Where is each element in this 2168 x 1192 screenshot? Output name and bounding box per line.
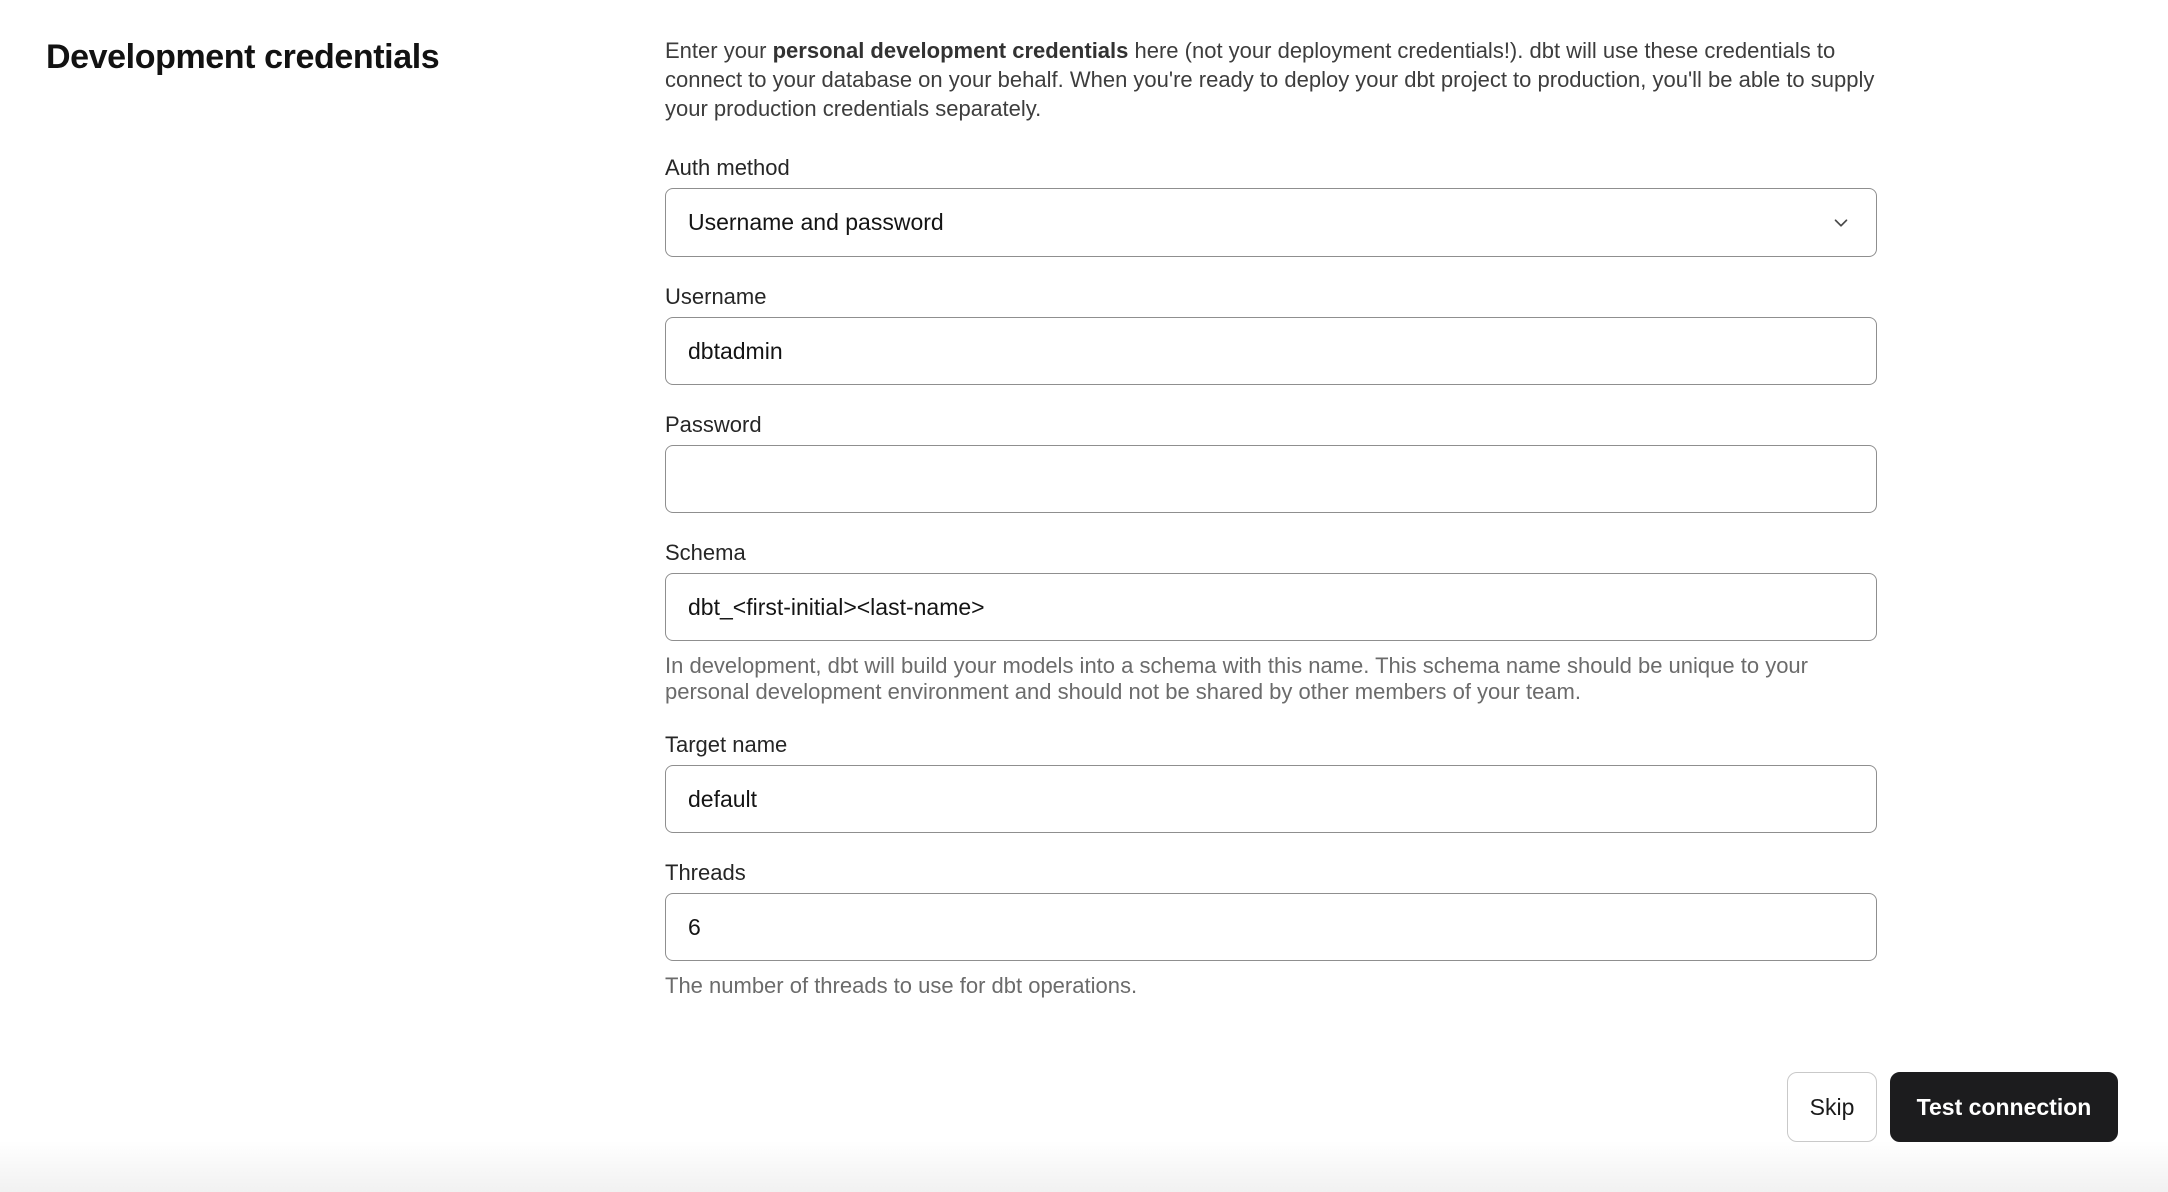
intro-text-start: Enter your — [665, 38, 773, 63]
username-input[interactable] — [665, 317, 1877, 385]
chevron-down-icon — [1830, 212, 1852, 234]
threads-label: Threads — [665, 860, 746, 885]
target-name-label: Target name — [665, 732, 788, 757]
username-label: Username — [665, 284, 767, 309]
intro-paragraph — [665, 36, 1877, 123]
schema-helper-text: In development, dbt will build your models into a schema with this name. This schema name should be unique to your personal development environment and should not be shared by other members of your team. — [665, 653, 1808, 704]
auth-method-selected-value: Username and password — [688, 209, 944, 235]
password-input[interactable] — [665, 445, 1877, 513]
schema-label: Schema — [665, 540, 746, 565]
page-bottom-fade — [0, 1140, 2168, 1192]
threads-input[interactable] — [665, 893, 1877, 961]
target-name-section — [665, 733, 1877, 833]
target-name-input[interactable] — [665, 765, 1877, 833]
password-section — [665, 413, 1877, 513]
intro-text-bold: personal development credentials — [772, 38, 1129, 63]
auth-method-label: Auth method — [665, 155, 790, 180]
schema-input[interactable] — [665, 573, 1877, 641]
page-title: Development credentials — [46, 38, 440, 76]
auth-method-section — [665, 156, 1877, 257]
auth-method-select[interactable] — [665, 188, 1877, 257]
threads-helper-text: The number of threads to use for dbt operations. — [665, 973, 1138, 998]
skip-button[interactable]: Skip — [1787, 1072, 1877, 1142]
threads-section — [665, 861, 1877, 999]
intro-text-end: here (not your deployment credentials!). dbt will use these credentials to connect to your database on your behalf. When you're ready to deploy your dbt project to production, you'll be able to supply your production credentials separately. — [665, 38, 1875, 121]
footer-actions — [1787, 1072, 2118, 1142]
credentials-form — [665, 36, 1877, 1027]
test-connection-button[interactable]: Test connection — [1890, 1072, 2118, 1142]
username-section — [665, 285, 1877, 385]
schema-section — [665, 541, 1877, 705]
password-label: Password — [665, 412, 762, 437]
